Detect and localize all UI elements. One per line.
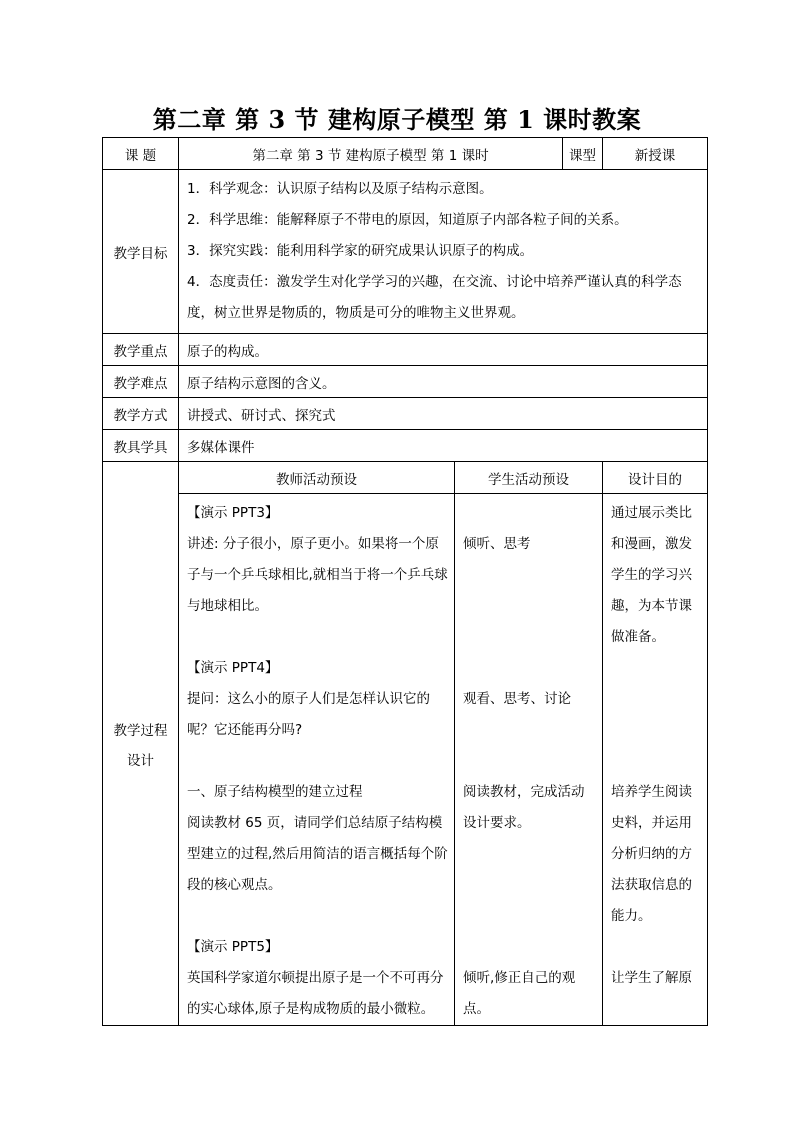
difficulty-row (103, 366, 708, 398)
key-point-row (103, 334, 708, 366)
lesson-type-label: 课型 (563, 138, 603, 170)
purpose-text: 培养学生阅读史料，并运用分析归纳的方法获取信息的能力。 (611, 784, 692, 924)
teacher-activities (179, 494, 455, 1026)
teacher-text: 讲述: 分子很小，原子更小。如果将一个原子与一个乒乓球相比,就相当于将一个乒乓球与地球相比。 (187, 536, 448, 614)
key-point-value: 原子的构成。 (179, 334, 708, 366)
student-header: 学生活动预设 (455, 462, 603, 494)
ppt-marker: 【演示 PPT4】 (187, 660, 279, 676)
topic-value: 第二章 第 3 节 建构原子模型 第 1 课时 (179, 138, 563, 170)
process-header-row (103, 462, 708, 494)
method-value: 讲授式、研讨式、探究式 (179, 398, 708, 430)
tools-label: 教具学具 (103, 430, 179, 462)
process-content-row (103, 494, 708, 1026)
method-label: 教学方式 (103, 398, 179, 430)
student-activities (455, 494, 603, 1026)
design-purpose (603, 494, 708, 1026)
process-label-line: 设计 (127, 752, 154, 769)
goals-label: 教学目标 (103, 170, 179, 334)
goal-item: 4．态度责任：激发学生对化学学习的兴趣，在交流、讨论中培养严谨认真的科学态度，树立世界是物质的，物质是可分的唯物主义世界观。 (187, 274, 682, 321)
purpose-header: 设计目的 (603, 462, 708, 494)
tools-row (103, 430, 708, 462)
ppt-marker: 【演示 PPT5】 (187, 939, 279, 955)
topic-row (103, 138, 708, 170)
key-point-label: 教学重点 (103, 334, 179, 366)
teacher-text: 提问：这么小的原子人们是怎样认识它的呢？它还能再分吗? (187, 691, 430, 738)
difficulty-value: 原子结构示意图的含义。 (179, 366, 708, 398)
goal-item: 2．科学思维：能解释原子不带电的原因，知道原子内部各粒子间的关系。 (187, 212, 628, 228)
student-text: 观看、思考、讨论 (463, 691, 571, 707)
student-text: 倾听、思考 (463, 536, 531, 552)
goal-item: 3．探究实践：能利用科学家的研究成果认识原子的构成。 (187, 243, 534, 259)
teacher-text: 英国科学家道尔顿提出原子是一个不可再分的实心球体,原子是构成物质的最小微粒。 (187, 970, 444, 1017)
process-label (103, 462, 179, 1026)
student-text: 倾听,修正自己的观点。 (463, 970, 576, 1017)
lesson-plan-table (102, 137, 708, 1026)
method-row (103, 398, 708, 430)
process-label-line: 教学过程 (113, 722, 168, 739)
page-title: 第二章 第 3 节 建构原子模型 第 1 课时教案 (152, 105, 642, 134)
purpose-text: 让学生了解原 (611, 970, 692, 986)
goals-content (179, 170, 708, 334)
teacher-text: 阅读教材 65 页，请同学们总结原子结构模型建立的过程,然后用简洁的语言概括每个阶段的核心观点。 (187, 815, 448, 893)
goal-item: 1．科学观念：认识原子结构以及原子结构示意图。 (187, 181, 493, 197)
goals-row (103, 170, 708, 334)
teacher-header: 教师活动预设 (179, 462, 455, 494)
lesson-type-value: 新授课 (603, 138, 708, 170)
purpose-text: 通过展示类比和漫画，激发学生的学习兴趣，为本节课做准备。 (611, 505, 692, 645)
difficulty-label: 教学难点 (103, 366, 179, 398)
ppt-marker: 【演示 PPT3】 (187, 505, 279, 521)
topic-label: 课 题 (103, 138, 179, 170)
tools-value: 多媒体课件 (179, 430, 708, 462)
section-heading: 一、原子结构模型的建立过程 (187, 784, 363, 800)
student-text: 阅读教材，完成活动设计要求。 (463, 784, 585, 831)
